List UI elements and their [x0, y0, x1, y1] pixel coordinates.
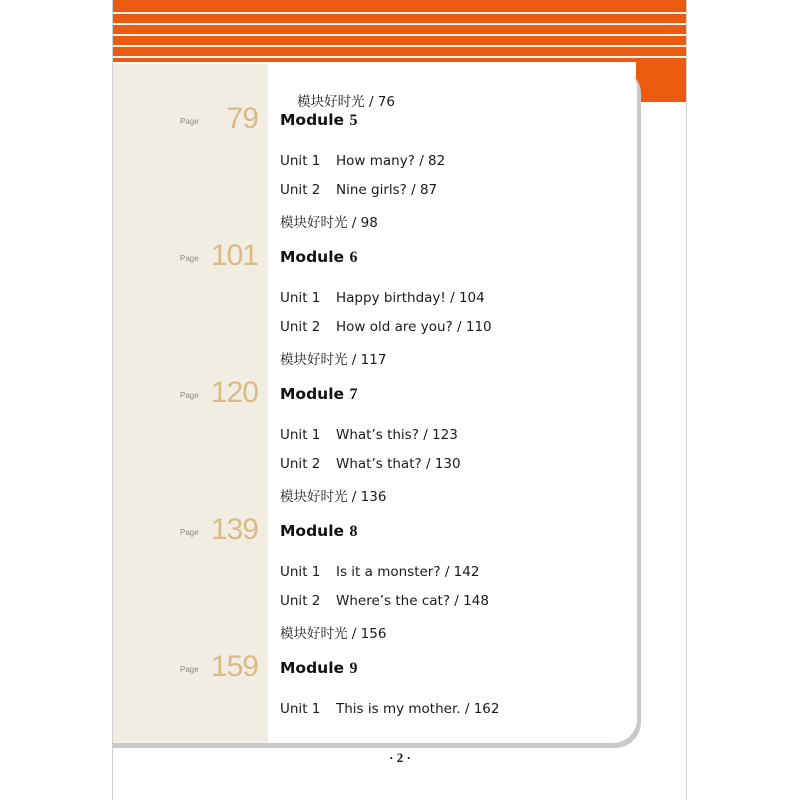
header-stripe: [113, 45, 686, 47]
entry-page: / 76: [368, 94, 395, 110]
module-word: Module: [280, 248, 345, 266]
module-number: 6: [349, 249, 358, 266]
page-label: Page: [180, 117, 199, 126]
module-word: Module: [280, 111, 345, 129]
entry-unit: Unit 1: [280, 427, 321, 443]
module-number: 8: [349, 523, 358, 540]
entry-title: 模块好时光: [297, 94, 365, 110]
entry-title: 模块好时光: [280, 626, 348, 642]
toc-entry[interactable]: [280, 564, 479, 580]
page-number: 139: [210, 513, 258, 546]
entry-page: / 104: [450, 290, 485, 306]
module-title[interactable]: [280, 385, 357, 404]
entry-unit: Unit 1: [280, 153, 321, 169]
entry-title: How old are you?: [336, 319, 453, 335]
entry-unit: Unit 2: [280, 593, 321, 609]
toc-entry[interactable]: [280, 290, 485, 306]
module-number: 9: [349, 660, 358, 677]
header-orange-tab: [636, 62, 686, 102]
header-stripe: [113, 23, 686, 25]
entry-page: / 148: [454, 593, 489, 609]
module-word: Module: [280, 659, 345, 677]
toc-entry[interactable]: [280, 622, 386, 642]
toc-entry[interactable]: [280, 485, 386, 505]
entry-page: / 110: [457, 319, 492, 335]
entry-page: / 142: [444, 564, 480, 580]
module-title[interactable]: [280, 659, 357, 678]
page-number: 120: [210, 376, 258, 409]
entry-page: / 82: [419, 153, 446, 169]
toc-entry[interactable]: [280, 348, 386, 368]
entry-unit: Unit 1: [280, 701, 321, 717]
page-label: Page: [180, 391, 199, 400]
toc-entry[interactable]: [280, 153, 445, 169]
page-number: 159: [210, 650, 258, 683]
entry-page: / 123: [423, 427, 458, 443]
entry-title: Where’s the cat?: [336, 593, 450, 609]
page-label: Page: [180, 665, 199, 674]
page-label: Page: [180, 528, 199, 537]
toc-entry[interactable]: [280, 593, 489, 609]
toc-card: [113, 64, 637, 743]
entry-page: / 130: [425, 456, 461, 472]
entry-page: / 156: [351, 626, 387, 642]
header-stripe: [113, 56, 686, 58]
entry-page: / 117: [351, 352, 387, 368]
entry-title: This is my mother.: [336, 701, 461, 717]
module-title[interactable]: [280, 522, 357, 541]
entry-title: Is it a monster?: [336, 564, 441, 580]
entry-unit: Unit 1: [280, 564, 321, 580]
entry-page: / 162: [464, 701, 500, 717]
page-edge-right: [686, 0, 687, 800]
entry-unit: Unit 2: [280, 319, 321, 335]
entry-title: What’s this?: [336, 427, 419, 443]
entry-page: / 87: [411, 182, 438, 198]
page-number: 101: [210, 239, 258, 272]
toc-entry[interactable]: [280, 319, 492, 335]
entry-title: Nine girls?: [336, 182, 407, 198]
entry-unit: Unit 2: [280, 456, 321, 472]
module-word: Module: [280, 385, 345, 403]
toc-entry[interactable]: [280, 701, 499, 717]
entry-page: / 98: [351, 215, 378, 231]
entry-title: What’s that?: [336, 456, 422, 472]
module-word: Module: [280, 522, 345, 540]
module-title[interactable]: [280, 111, 357, 130]
entry-title: Happy birthday!: [336, 290, 446, 306]
page-number: 79: [226, 102, 258, 135]
entry-page: / 136: [351, 489, 387, 505]
entry-title: 模块好时光: [280, 352, 348, 368]
header-orange-band: [113, 0, 686, 62]
toc-entry[interactable]: [280, 456, 461, 472]
page-label: Page: [180, 254, 199, 263]
module-number: 5: [349, 112, 358, 129]
toc-entry[interactable]: [280, 211, 378, 231]
header-stripe: [113, 12, 686, 14]
entry-title: 模块好时光: [280, 215, 348, 231]
entry-title: How many?: [336, 153, 415, 169]
entry-unit: Unit 1: [280, 290, 321, 306]
module-number: 7: [349, 386, 358, 403]
entry-unit: Unit 2: [280, 182, 321, 198]
module-title[interactable]: [280, 248, 357, 267]
header-stripe: [113, 34, 686, 36]
footer-page-number: · 2 ·: [389, 750, 411, 765]
entry-title: 模块好时光: [280, 489, 348, 505]
toc-entry[interactable]: [280, 427, 458, 443]
toc-entry[interactable]: [280, 182, 437, 198]
